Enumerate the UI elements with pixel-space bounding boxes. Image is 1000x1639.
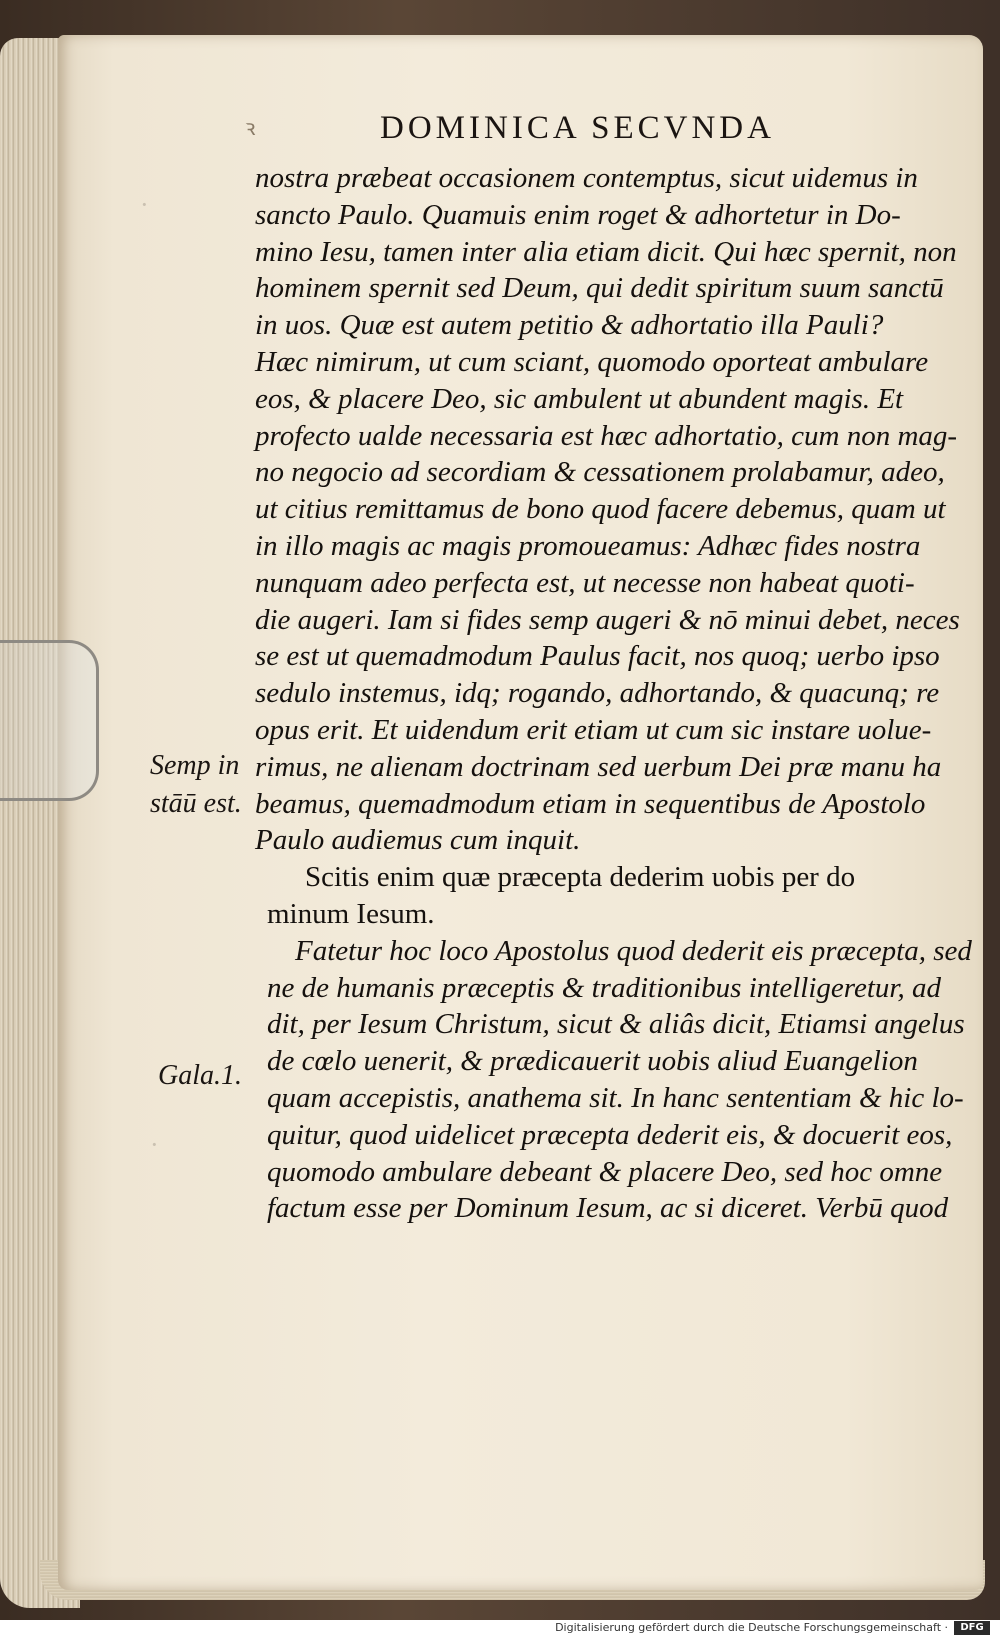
scripture-quote-line: minum Iesum.: [267, 897, 435, 930]
text-line: Fatetur hoc loco Apostolus quod dederit eis præcepta, sed: [295, 934, 972, 967]
margin-note: Semp in: [150, 750, 240, 781]
text-line: in uos. Quæ est autem petitio & adhortatio illa Pauli?: [255, 309, 884, 342]
text-line: quomodo ambulare debeant & placere Deo, sed hoc omne: [267, 1155, 943, 1188]
text-line: opus erit. Et uidendum erit etiam ut cum sic instare uolue-: [255, 713, 932, 746]
text-line: ut citius remittamus de bono quod facere debemus, quam ut: [255, 493, 946, 526]
text-line: quam accepistis, anathema sit. In hanc sententiam & hic lo-: [267, 1081, 964, 1114]
show-through-ink: ·: [140, 190, 149, 219]
dfg-logo: DFG: [954, 1621, 990, 1635]
text-line: die augeri. Iam si fides semp augeri & nō minui debet, neces: [255, 603, 960, 636]
text-line: sancto Paulo. Quamuis enim roget & adhortetur in Do-: [255, 198, 901, 231]
text-line: no negocio ad secordiam & cessationem prolabamur, adeo,: [255, 456, 945, 489]
text-line: Hæc nimirum, ut cum sciant, quomodo oporteat ambulare: [255, 345, 929, 378]
text-line: dit, per Iesum Christum, sicut & aliâs dicit, Etiamsi angelus: [267, 1008, 965, 1041]
text-line: factum esse per Dominum Iesum, ac si diceret. Verbū quod: [267, 1192, 949, 1225]
footer-credit: Digitalisierung gefördert durch die Deutsche Forschungsgemeinschaft ·: [555, 1621, 948, 1634]
page-clip: [0, 640, 99, 801]
text-line: in illo magis ac magis promoueamus: Adhæc fides nostra: [255, 529, 921, 562]
text-line: sedulo instemus, idq; rogando, adhortando, & quacunq; re: [255, 677, 940, 710]
show-through-ink: ·: [150, 1130, 159, 1159]
body-text: [255, 160, 972, 1227]
text-line: beamus, quemadmodum etiam in sequentibus de Apostolo: [255, 787, 926, 820]
running-head: DOMINICA SECVNDA: [380, 110, 775, 146]
text-line: nostra præbeat occasionem contemptus, sicut uidemus in: [255, 162, 918, 194]
text-line: rimus, ne alienam doctrinam sed uerbum Dei præ manu ha: [255, 750, 942, 783]
margin-note: stāū est.: [150, 788, 242, 819]
text-line: Paulo audiemus cum inquit.: [255, 824, 581, 857]
printer-mark: ꝛ: [245, 116, 256, 141]
text-line: de cœlo uenerit, & prædicauerit uobis aliud Euangelion: [267, 1045, 918, 1078]
text-line: mino Iesu, tamen inter alia etiam dicit. Qui hæc spernit, non: [255, 235, 957, 268]
text-line: ne de humanis præceptis & traditionibus intelligeretur, ad: [267, 971, 941, 1004]
text-line: quitur, quod uidelicet præcepta dederit eis, & docuerit eos,: [267, 1118, 953, 1151]
text-line: nunquam adeo perfecta est, ut necesse non habeat quoti-: [255, 566, 915, 599]
text-line: profecto ualde necessaria est hæc adhortatio, cum non mag-: [255, 419, 958, 452]
text-line: se est ut quemadmodum Paulus facit, nos quoq; uerbo ipso: [255, 640, 940, 673]
text-line: eos, & placere Deo, sic ambulent ut abundent magis. Et: [255, 382, 904, 415]
text-line: hominem spernit sed Deum, qui dedit spiritum suum sanctū: [255, 272, 944, 305]
margin-note-citation: Gala.1.: [158, 1060, 242, 1091]
scripture-quote-line: Scitis enim quæ præcepta dederim uobis per do: [305, 861, 856, 894]
